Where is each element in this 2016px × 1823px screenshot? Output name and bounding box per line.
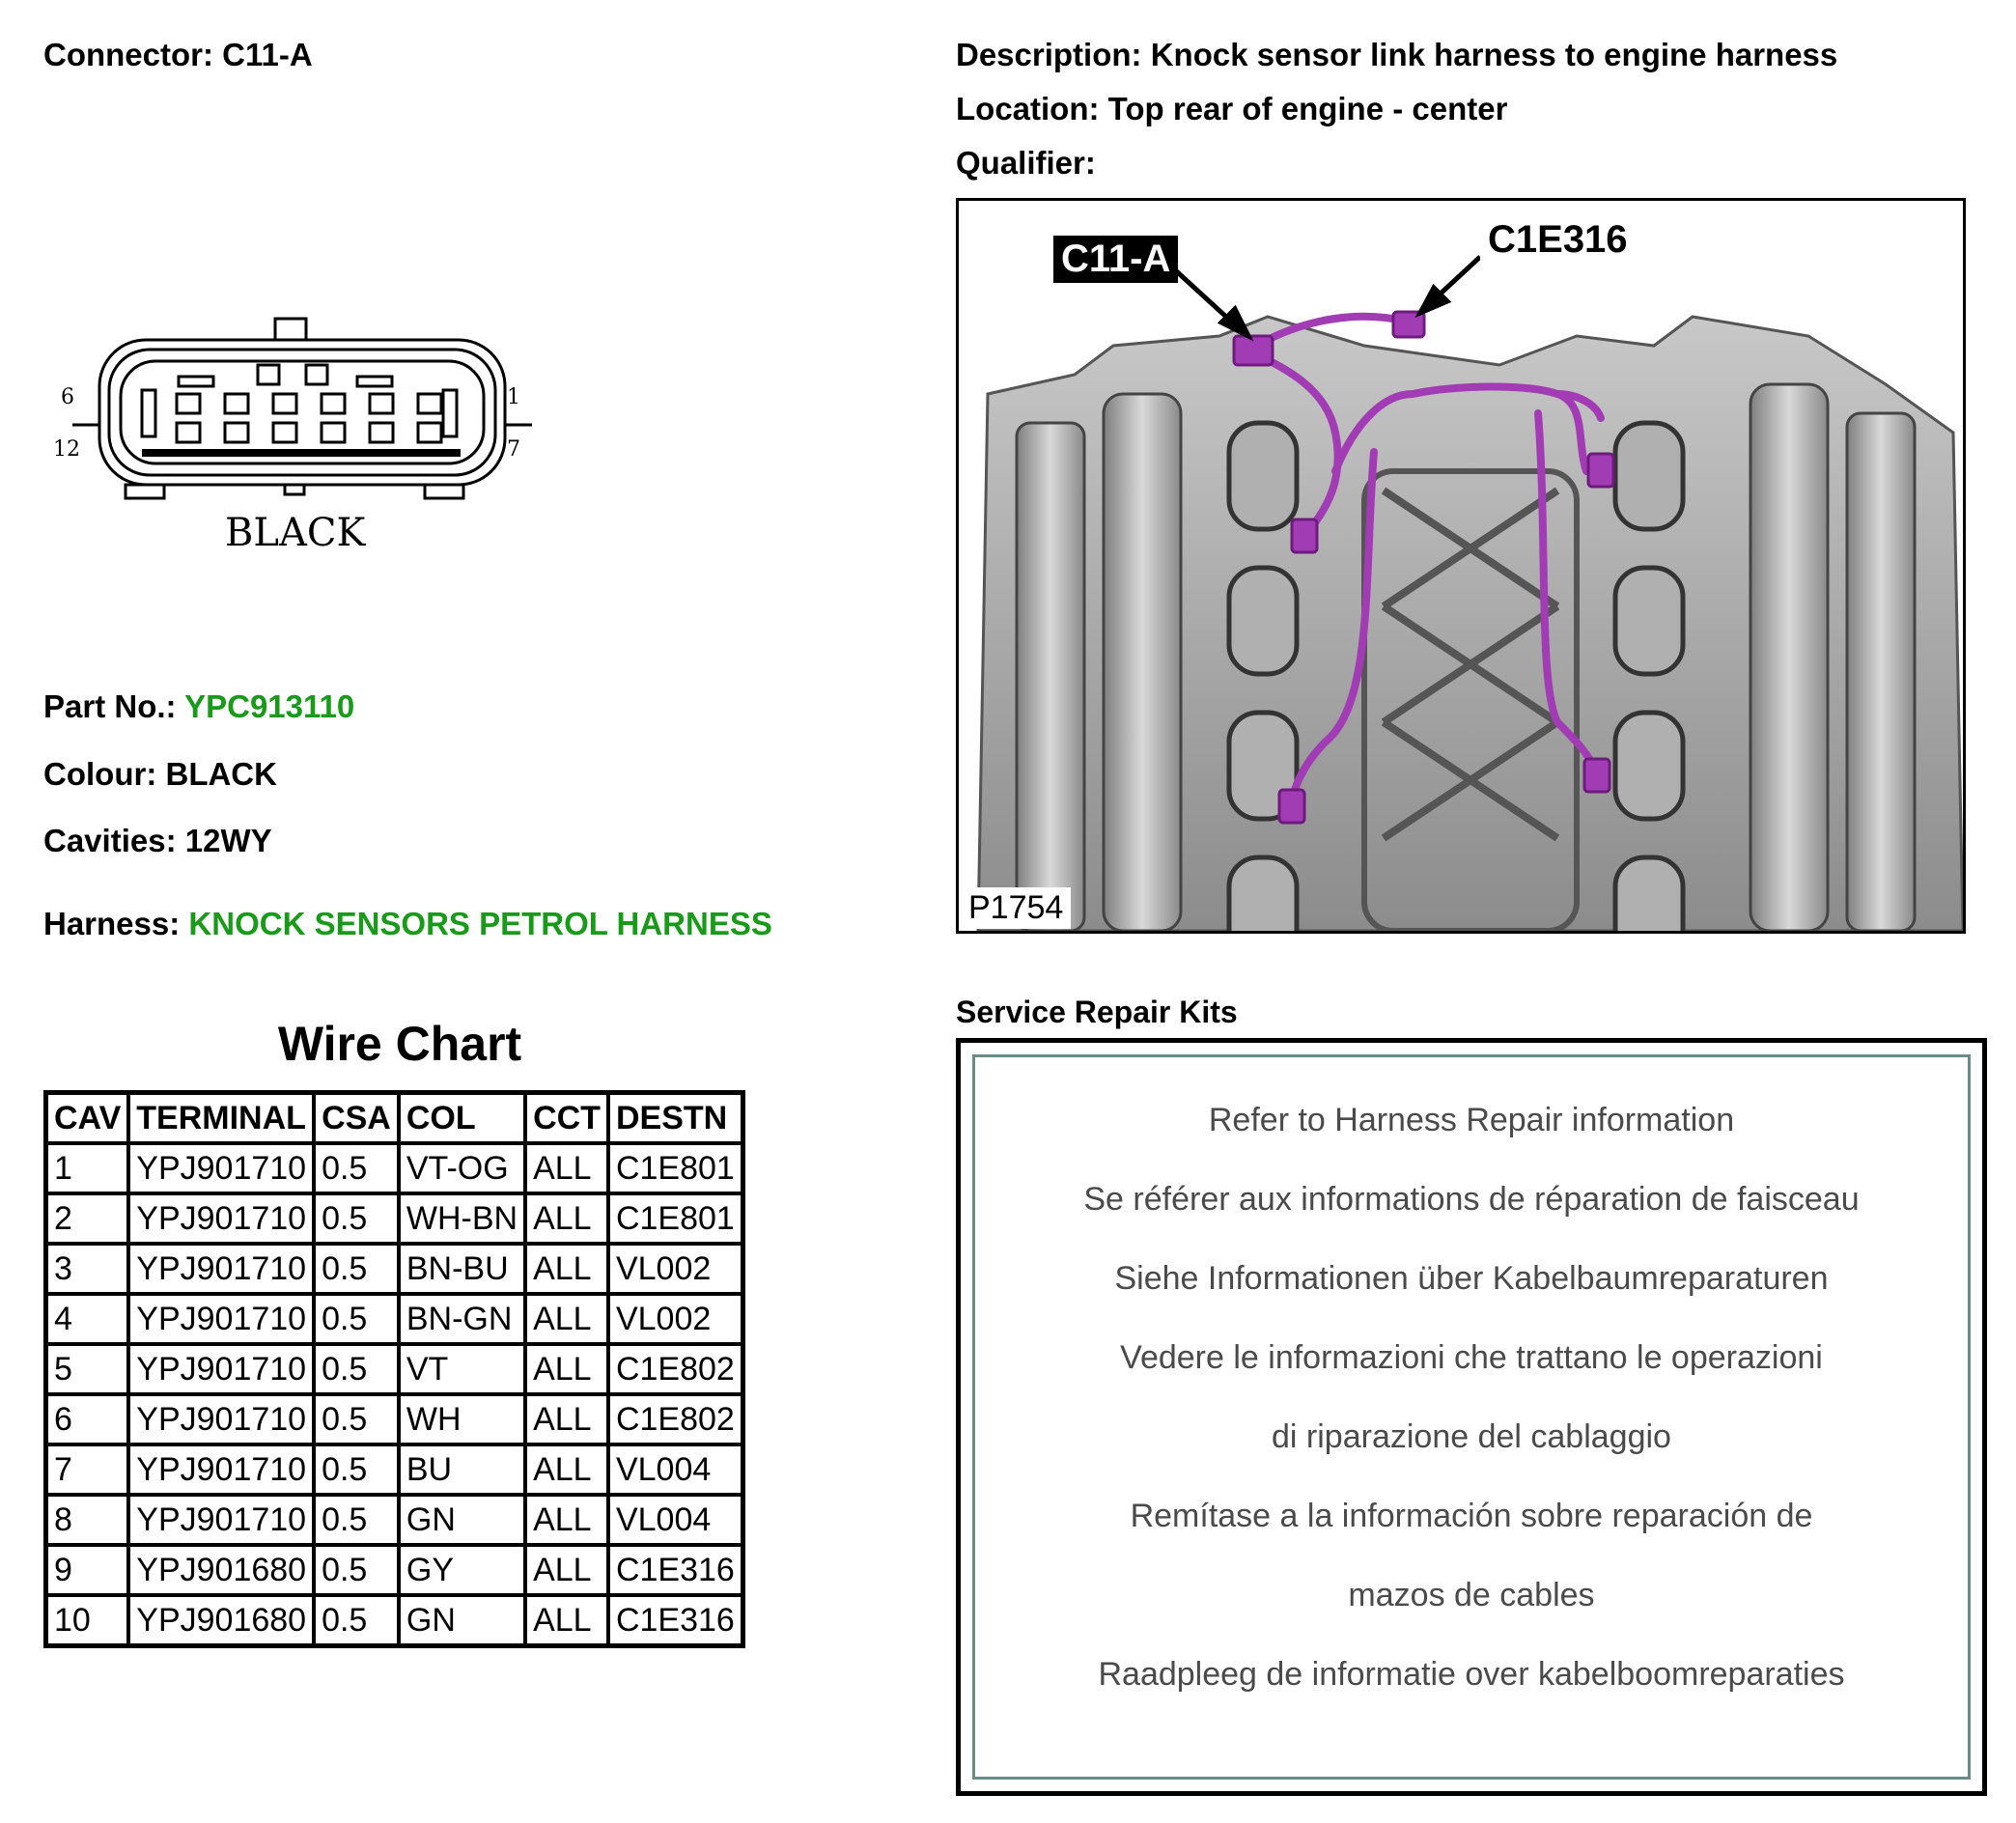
kit-line: Siehe Informationen über Kabelbaumreparaturen xyxy=(1114,1260,1829,1297)
cell-cav: 7 xyxy=(46,1444,129,1495)
cell-cct: ALL xyxy=(525,1545,608,1595)
connector-face-svg xyxy=(53,309,536,560)
wire-chart-title: Wire Chart xyxy=(277,1017,522,1071)
description-value: Knock sensor link harness to engine harness xyxy=(1150,37,1838,72)
qualifier-label: Qualifier: xyxy=(956,145,1096,181)
cell-cct: ALL xyxy=(525,1495,608,1545)
cell-cct: ALL xyxy=(525,1294,608,1344)
cell-cav: 9 xyxy=(46,1545,129,1595)
cell-destn: C1E801 xyxy=(608,1193,742,1244)
cavity-grid xyxy=(177,394,441,442)
cell-cct: ALL xyxy=(525,1143,608,1193)
table-row xyxy=(46,1545,743,1595)
side-lock-right xyxy=(443,390,457,436)
col-header-csa: CSA xyxy=(314,1093,399,1144)
cell-cct: ALL xyxy=(525,1394,608,1444)
cell-terminal: YPJ901710 xyxy=(128,1294,314,1344)
description-line xyxy=(956,37,1837,73)
harness-line xyxy=(43,906,772,942)
cell-col: VT xyxy=(399,1344,525,1394)
right-injector-rail xyxy=(1847,413,1915,931)
table-row xyxy=(46,1394,743,1444)
cell-destn: C1E802 xyxy=(608,1394,742,1444)
cell-csa: 0.5 xyxy=(314,1193,399,1244)
table-row xyxy=(46,1193,743,1244)
pin-label-7: 7 xyxy=(507,437,520,462)
cell-col: BN-BU xyxy=(399,1244,525,1294)
cell-destn: VL002 xyxy=(608,1244,742,1294)
cell-terminal: YPJ901680 xyxy=(128,1595,314,1646)
cell-csa: 0.5 xyxy=(314,1244,399,1294)
service-repair-kits-box xyxy=(956,1038,1987,1796)
cavities-value: 12WY xyxy=(184,823,272,858)
cell-terminal: YPJ901710 xyxy=(128,1244,314,1294)
cell-col: BN-GN xyxy=(399,1294,525,1344)
cell-cav: 8 xyxy=(46,1495,129,1545)
kit-line: di riparazione del cablaggio xyxy=(1272,1418,1671,1455)
kit-line: Se référer aux informations de réparation de faisceau xyxy=(1083,1181,1860,1218)
cell-csa: 0.5 xyxy=(314,1294,399,1344)
key-slot-left xyxy=(179,377,213,386)
cell-cct: ALL xyxy=(525,1444,608,1495)
connector-value: C11-A xyxy=(222,37,313,72)
foot-center xyxy=(285,485,304,494)
table-header-row xyxy=(46,1093,743,1144)
key-slot-right xyxy=(357,377,392,386)
kit-line: Vedere le informazioni che trattano le operazioni xyxy=(1120,1339,1823,1376)
cell-csa: 0.5 xyxy=(314,1495,399,1545)
side-lock-left xyxy=(142,390,155,436)
left-injector-rail xyxy=(1017,423,1084,931)
cell-cav: 3 xyxy=(46,1244,129,1294)
picture-number: P1754 xyxy=(961,887,1071,929)
part-no-label: Part No.: xyxy=(43,688,177,724)
cavities-label: Cavities: xyxy=(43,823,177,858)
cell-cav: 6 xyxy=(46,1394,129,1444)
cell-csa: 0.5 xyxy=(314,1344,399,1394)
colour-value: BLACK xyxy=(165,756,277,792)
cell-cct: ALL xyxy=(525,1595,608,1646)
left-cam-cover xyxy=(1104,394,1181,931)
connector-label: Connector: xyxy=(43,37,213,72)
kit-line: mazos de cables xyxy=(1348,1577,1595,1613)
cell-destn: VL002 xyxy=(608,1294,742,1344)
foot-left xyxy=(126,485,164,498)
cell-cav: 4 xyxy=(46,1294,129,1344)
cell-col: BU xyxy=(399,1444,525,1495)
location-line xyxy=(956,91,1507,127)
cell-cav: 2 xyxy=(46,1193,129,1244)
callout-arrows xyxy=(1171,257,1480,336)
harness-link[interactable]: KNOCK SENSORS PETROL HARNESS xyxy=(188,906,772,941)
cell-terminal: YPJ901710 xyxy=(128,1143,314,1193)
kit-line: Raadpleeg de informatie over kabelboomreparaties xyxy=(1098,1656,1845,1693)
cavities-line xyxy=(43,823,272,859)
table-row xyxy=(46,1595,743,1646)
cell-col: GY xyxy=(399,1545,525,1595)
cell-destn: C1E802 xyxy=(608,1344,742,1394)
cell-cav: 5 xyxy=(46,1344,129,1394)
table-row xyxy=(46,1344,743,1394)
key-slot-mid-1 xyxy=(258,365,279,384)
cell-col: WH xyxy=(399,1394,525,1444)
colour-label: Colour: xyxy=(43,756,157,792)
table-row xyxy=(46,1495,743,1545)
pin-label-1: 1 xyxy=(507,385,520,409)
location-label: Location: xyxy=(956,91,1100,126)
col-header-terminal: TERMINAL xyxy=(128,1093,314,1144)
cell-cct: ALL xyxy=(525,1244,608,1294)
col-header-cav: CAV xyxy=(46,1093,129,1144)
table-row xyxy=(46,1444,743,1495)
qualifier-line xyxy=(956,145,1096,182)
cell-destn: VL004 xyxy=(608,1495,742,1545)
cell-destn: C1E316 xyxy=(608,1595,742,1646)
foot-right xyxy=(425,485,463,498)
kit-line: Refer to Harness Repair information xyxy=(1208,1102,1735,1138)
col-header-col: COL xyxy=(399,1093,525,1144)
service-repair-kits-title: Service Repair Kits xyxy=(956,995,1238,1029)
cell-col: VT-OG xyxy=(399,1143,525,1193)
cell-terminal: YPJ901710 xyxy=(128,1394,314,1444)
colour-line xyxy=(43,756,277,793)
description-label: Description: xyxy=(956,37,1142,72)
col-header-cct: CCT xyxy=(525,1093,608,1144)
pin-label-12: 12 xyxy=(53,437,80,462)
cell-csa: 0.5 xyxy=(314,1394,399,1444)
cell-col: GN xyxy=(399,1595,525,1646)
harness-label: Harness: xyxy=(43,906,181,941)
cell-csa: 0.5 xyxy=(314,1143,399,1193)
cell-destn: VL004 xyxy=(608,1444,742,1495)
table-row xyxy=(46,1294,743,1344)
col-header-destn: DESTN xyxy=(608,1093,742,1144)
cell-csa: 0.5 xyxy=(314,1444,399,1495)
cell-terminal: YPJ901710 xyxy=(128,1495,314,1545)
key-slot-mid-2 xyxy=(306,365,327,384)
kit-line: Remítase a la información sobre reparación de xyxy=(1130,1498,1813,1534)
cell-col: WH-BN xyxy=(399,1193,525,1244)
table-row xyxy=(46,1143,743,1193)
right-cam-cover xyxy=(1750,384,1828,931)
cell-col: GN xyxy=(399,1495,525,1545)
cell-destn: C1E316 xyxy=(608,1545,742,1595)
cell-terminal: YPJ901710 xyxy=(128,1444,314,1495)
wire-chart-table xyxy=(43,1090,745,1648)
location-value: Top rear of engine - center xyxy=(1107,91,1508,126)
cell-cct: ALL xyxy=(525,1193,608,1244)
callout-c11-a: C11-A xyxy=(1053,236,1178,283)
part-no-line xyxy=(43,688,354,725)
cell-cav: 1 xyxy=(46,1143,129,1193)
connector-face-drawing xyxy=(53,309,536,560)
pin-label-6: 6 xyxy=(61,385,74,409)
callout-c1e316: C1E316 xyxy=(1480,216,1636,264)
cell-terminal: YPJ901710 xyxy=(128,1344,314,1394)
service-repair-kits-inner xyxy=(972,1054,1971,1780)
part-no-link[interactable]: YPC913110 xyxy=(184,688,355,724)
cell-csa: 0.5 xyxy=(314,1595,399,1646)
engine-location-image xyxy=(956,198,1966,934)
cell-cct: ALL xyxy=(525,1344,608,1394)
cell-csa: 0.5 xyxy=(314,1545,399,1595)
latch-tab xyxy=(275,319,306,340)
engine-illustration xyxy=(959,201,1963,931)
connector-colour-text: BLACK xyxy=(225,511,366,555)
cell-terminal: YPJ901710 xyxy=(128,1193,314,1244)
connector-base-bar xyxy=(142,449,461,457)
cell-destn: C1E801 xyxy=(608,1143,742,1193)
table-row xyxy=(46,1244,743,1294)
connector-line xyxy=(43,37,313,73)
cell-terminal: YPJ901680 xyxy=(128,1545,314,1595)
cell-cav: 10 xyxy=(46,1595,129,1646)
